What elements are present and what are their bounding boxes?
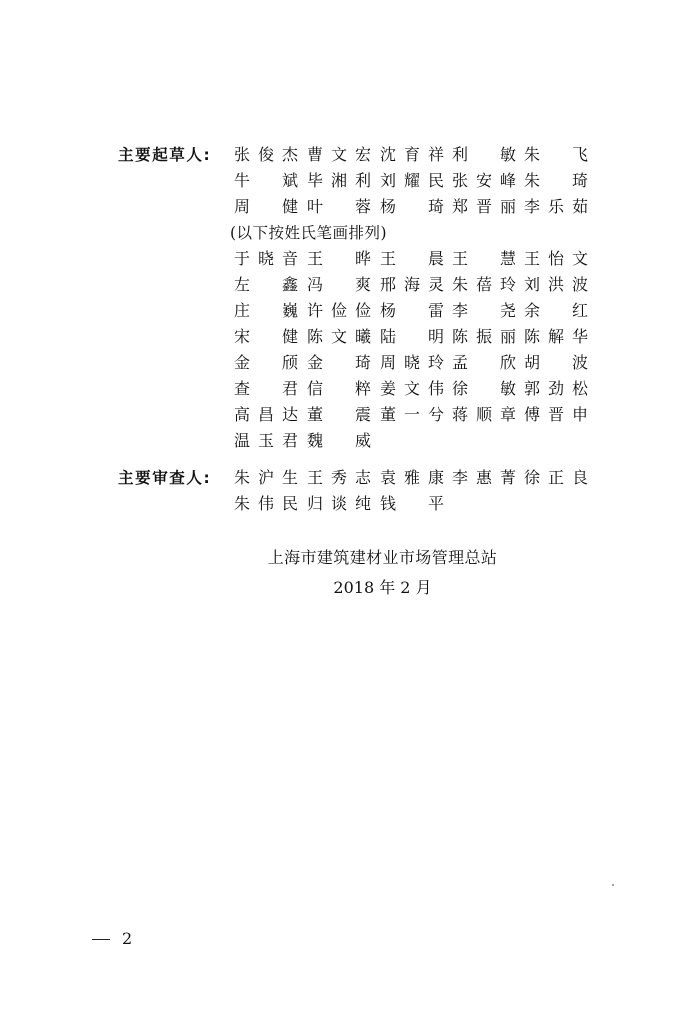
drafter-name: 郑晋丽 [452,197,516,216]
drafter-name: 周 健 [234,197,298,216]
drafter-name: 郭劲松 [524,379,588,398]
drafter-name: 王怡文 [524,249,588,268]
drafter-name: 董一兮 [380,405,444,424]
drafter-name: 朱 飞 [524,145,588,164]
drafter-name: 蒋顺章 [452,405,516,424]
drafter-name: 张安峰 [452,171,516,190]
ordering-note-row [118,220,588,246]
drafter-name: 庄 巍 [234,301,298,320]
drafters-row [118,376,588,402]
drafter-name: 金 颀 [234,353,298,372]
drafter-name: 周晓玲 [380,353,444,372]
drafter-name: 余 红 [524,301,588,320]
publisher-name: 上海市建筑建材业市场管理总站 [267,548,498,567]
reviewers-row [118,465,588,491]
drafters-row [118,168,588,194]
drafter-name: 信 粹 [307,379,371,398]
footer-dash [92,939,110,940]
reviewer-name: 钱 平 [380,494,444,513]
drafter-name: 于晓音 [234,249,298,268]
drafter-name: 金 琦 [307,353,371,372]
drafter-name: 陈振丽 [452,327,516,346]
drafters-row [118,402,588,428]
reviewer-name: 王秀志 [307,468,371,487]
drafter-name: 王 慧 [452,249,516,268]
drafter-name: 陈解华 [524,327,588,346]
drafter-name: 温玉君 [234,431,298,450]
drafter-name: 左 鑫 [234,275,298,294]
drafter-name: 牛 斌 [234,171,298,190]
drafter-name: 刘洪波 [524,275,588,294]
drafter-name: 杨 雷 [380,301,444,320]
drafter-name: 陆 明 [380,327,444,346]
drafter-name: 李乐茹 [524,197,588,216]
drafter-name: 冯 爽 [307,275,371,294]
reviewers-section [118,465,588,517]
publication-date: 2018 年 2 月 [333,578,432,597]
drafter-name: 许俭俭 [307,301,371,320]
drafter-name: 李 尧 [452,301,516,320]
drafter-name: 沈育祥 [380,145,444,164]
drafter-name: 查 君 [234,379,298,398]
reviewer-name: 归谈纯 [307,494,371,513]
drafter-name: 刘耀民 [380,171,444,190]
drafter-name: 毕湘利 [307,171,371,190]
page-number: 2 [122,929,133,948]
reviewer-name: 朱沪生 [234,468,298,487]
reviewers-row [118,491,588,517]
drafters-row [118,350,588,376]
drafters-row [118,142,588,168]
ordering-note: (以下按姓氏笔画排列) [230,224,388,242]
drafter-name: 利 敏 [452,145,516,164]
drafter-name: 王 晔 [307,249,371,268]
drafter-name: 陈文曦 [307,327,371,346]
drafter-name: 邢海灵 [380,275,444,294]
drafter-name: 杨 琦 [380,197,444,216]
drafter-name: 徐 敏 [452,379,516,398]
drafter-name: 魏 威 [307,431,371,450]
reviewers-label: 主要审查人: [118,469,212,487]
drafter-name: 朱 琦 [524,171,588,190]
drafter-name: 高昌达 [234,405,298,424]
drafter-name: 傅晋申 [524,405,588,424]
drafters-row [118,194,588,220]
drafter-name: 董 震 [307,405,371,424]
drafters-row [118,324,588,350]
drafters-row [118,272,588,298]
reviewer-name: 袁雅康 [380,468,444,487]
page-footer [92,929,132,948]
drafter-name: 王 晨 [380,249,444,268]
drafter-name: 朱蓓玲 [452,275,516,294]
drafters-section [118,142,588,454]
drafters-label: 主要起草人: [118,146,212,164]
drafter-name: 叶 蓉 [307,197,371,216]
reviewer-name: 朱伟民 [234,494,298,513]
drafters-row [118,246,588,272]
drafter-name: 孟 欣 [452,353,516,372]
scan-speck [612,884,614,886]
drafter-name: 姜文伟 [380,379,444,398]
drafter-name: 曹文宏 [307,145,371,164]
reviewer-name: 李惠菁 [452,468,516,487]
drafters-row [118,298,588,324]
reviewer-name: 徐正良 [524,468,588,487]
drafter-name: 张俊杰 [234,145,298,164]
drafter-name: 胡 波 [524,353,588,372]
drafter-name: 宋 健 [234,327,298,346]
drafters-row [118,428,588,454]
